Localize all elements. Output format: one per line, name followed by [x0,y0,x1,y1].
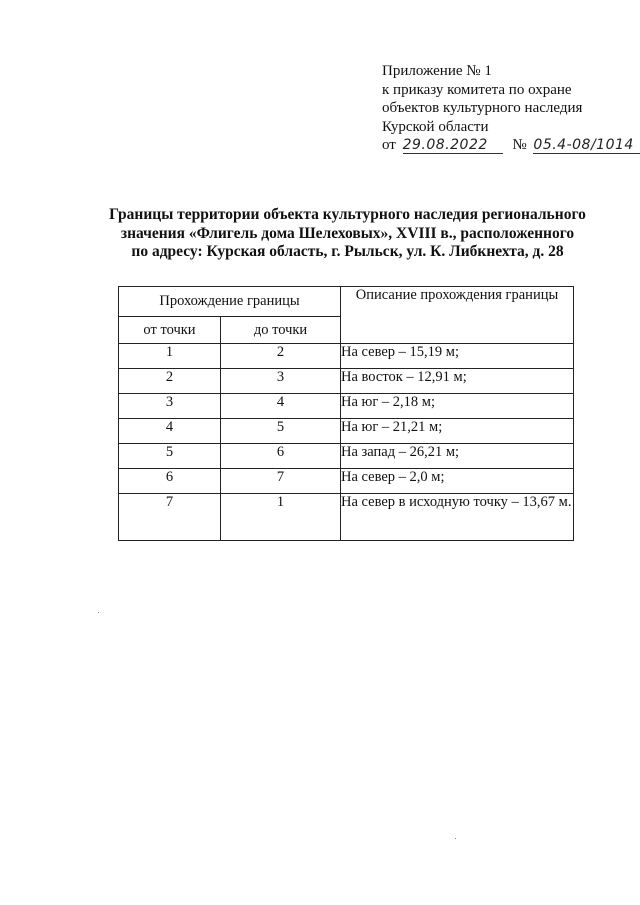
description-cell: На запад – 26,21 м; [341,444,574,469]
from-point-cell: 3 [119,394,221,419]
description-cell: На юг – 21,21 м; [341,419,574,444]
from-point-cell: 7 [119,494,221,541]
date-prefix: от [382,137,396,153]
description-cell: На север в исходную точку – 13,67 м. [341,494,574,541]
appendix-title: Приложение № 1 [382,63,492,79]
appendix-date-line [382,136,632,155]
scan-speck [455,838,456,839]
to-point-cell: 5 [221,419,341,444]
description-cell: На север – 2,0 м; [341,469,574,494]
to-point-cell: 4 [221,394,341,419]
to-point-cell: 2 [221,344,341,369]
table-header-row [119,287,574,317]
scan-speck [98,612,99,613]
table-row [119,494,574,541]
description-cell: На восток – 12,91 м; [341,369,574,394]
title-line-3: по адресу: Курская область, г. Рыльск, ул. К. Либкнехта, д. 28 [131,243,564,260]
appendix-region-line: Курской области [382,118,489,135]
to-point-cell: 1 [221,494,341,541]
table-row [119,394,574,419]
handwritten-order-number: 05.4-08/1014 [533,137,640,154]
appendix-block [382,62,632,155]
table-row [119,369,574,394]
title-line-2: значения «Флигель дома Шелеховых», XVIII в., расположенного [120,224,575,242]
from-point-cell: 6 [119,469,221,494]
appendix-order-line: к приказу комитета по охране [382,81,572,98]
to-point-cell: 3 [221,369,341,394]
table-row [119,344,574,369]
document-title [100,206,595,262]
to-point-cell: 7 [221,469,341,494]
from-point-cell: 5 [119,444,221,469]
appendix-committee-line: объектов культурного наследия [382,100,583,116]
boundary-passage-header: Прохождение границы [119,287,341,317]
table-row [119,419,574,444]
handwritten-date: 29.08.2022 [403,137,503,154]
description-cell: На север – 15,19 м; [341,344,574,369]
to-point-cell: 6 [221,444,341,469]
boundary-table [118,286,574,541]
table-row [119,469,574,494]
boundary-description-header: Описание прохождения границы [341,287,574,344]
description-cell: На юг – 2,18 м; [341,394,574,419]
from-point-cell: 2 [119,369,221,394]
table-row [119,444,574,469]
from-point-cell: 1 [119,344,221,369]
title-line-1: Границы территории объекта культурного наследия регионального [109,206,586,223]
from-point-header: от точки [119,317,221,344]
to-point-header: до точки [221,317,341,344]
number-prefix: № [512,137,527,153]
from-point-cell: 4 [119,419,221,444]
